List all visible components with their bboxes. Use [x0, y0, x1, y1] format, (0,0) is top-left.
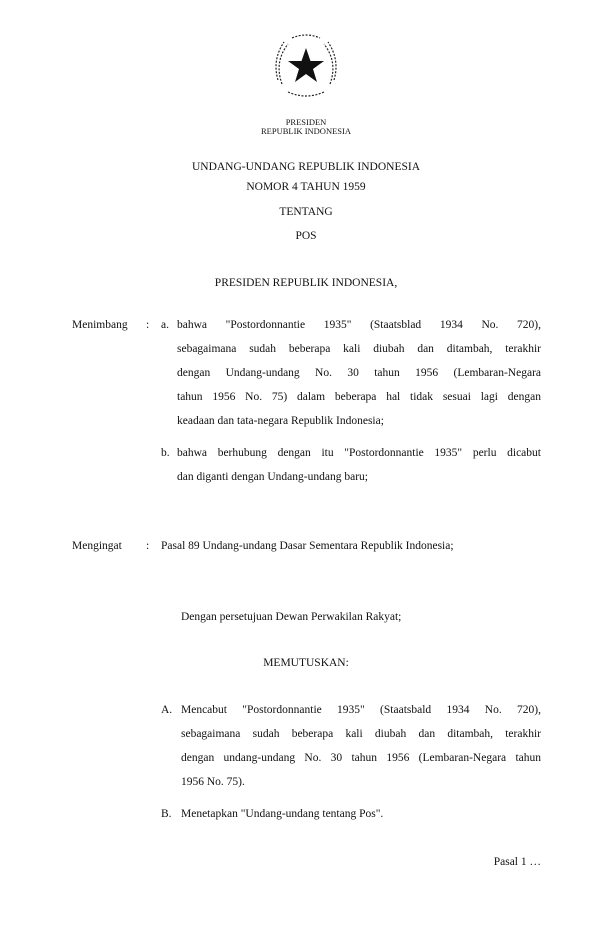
decision-marker: A.: [161, 704, 173, 716]
menimbang-label: Menimbang: [72, 319, 128, 331]
text-line: bahwa "Postordonnantie 1935" (Staatsblad 1934 No. 720),: [177, 319, 541, 331]
text-line: dan diganti dengan Undang-undang baru;: [177, 471, 368, 483]
mengingat-text: Pasal 89 Undang-undang Dasar Sementara Republik Indonesia;: [161, 540, 454, 552]
text-line: Mencabut "Postordonnantie 1935" (Staatsbald 1934 No. 720),: [181, 704, 541, 716]
text-line: dengan undang-undang No. 30 tahun 1956 (Lembaran-Negara tahun: [181, 752, 541, 764]
item-marker: a.: [161, 319, 169, 331]
text-line: 1956 No. 75).: [181, 776, 245, 788]
text-line: sebagaimana sudah beberapa kali diubah dan ditambah, terakhir: [177, 343, 541, 355]
text-line: sebagaimana sudah beberapa kali diubah dan ditambah, terakhir: [181, 728, 541, 740]
menimbang-colon: :: [146, 319, 150, 331]
mengingat-label: Mengingat: [72, 540, 122, 552]
office-line-2: REPUBLIK INDONESIA: [261, 126, 351, 136]
memutuskan: MEMUTUSKAN:: [263, 657, 349, 669]
office-line-1: PRESIDEN: [285, 117, 327, 127]
text-line: keadaan dan tata-negara Republik Indonesia;: [177, 415, 384, 427]
garuda-star-emblem-icon: [268, 30, 344, 100]
text-line: dengan Undang-undang No. 30 tahun 1956 (Lembaran-Negara: [177, 367, 541, 379]
persetujuan: Dengan persetujuan Dewan Perwakilan Rakyat;: [181, 611, 402, 623]
item-marker: b.: [161, 447, 170, 459]
text-line: tahun 1956 No. 75) dalam beberapa hal tidak sesuai lagi dengan: [177, 391, 541, 403]
title-line-4: POS: [295, 230, 317, 242]
preamble: PRESIDEN REPUBLIK INDONESIA,: [214, 277, 398, 289]
title-line-2: NOMOR 4 TAHUN 1959: [246, 181, 366, 193]
next-page-marker: Pasal 1 …: [493, 856, 541, 868]
title-line-3: TENTANG: [279, 206, 333, 218]
decision-marker: B.: [161, 808, 172, 820]
mengingat-colon: :: [146, 540, 150, 552]
text-line: bahwa berhubung dengan itu "Postordonnantie 1935" perlu dicabut: [177, 447, 541, 459]
title-line-1: UNDANG-UNDANG REPUBLIK INDONESIA: [191, 161, 421, 173]
text-line: Menetapkan "Undang-undang tentang Pos".: [181, 808, 384, 820]
